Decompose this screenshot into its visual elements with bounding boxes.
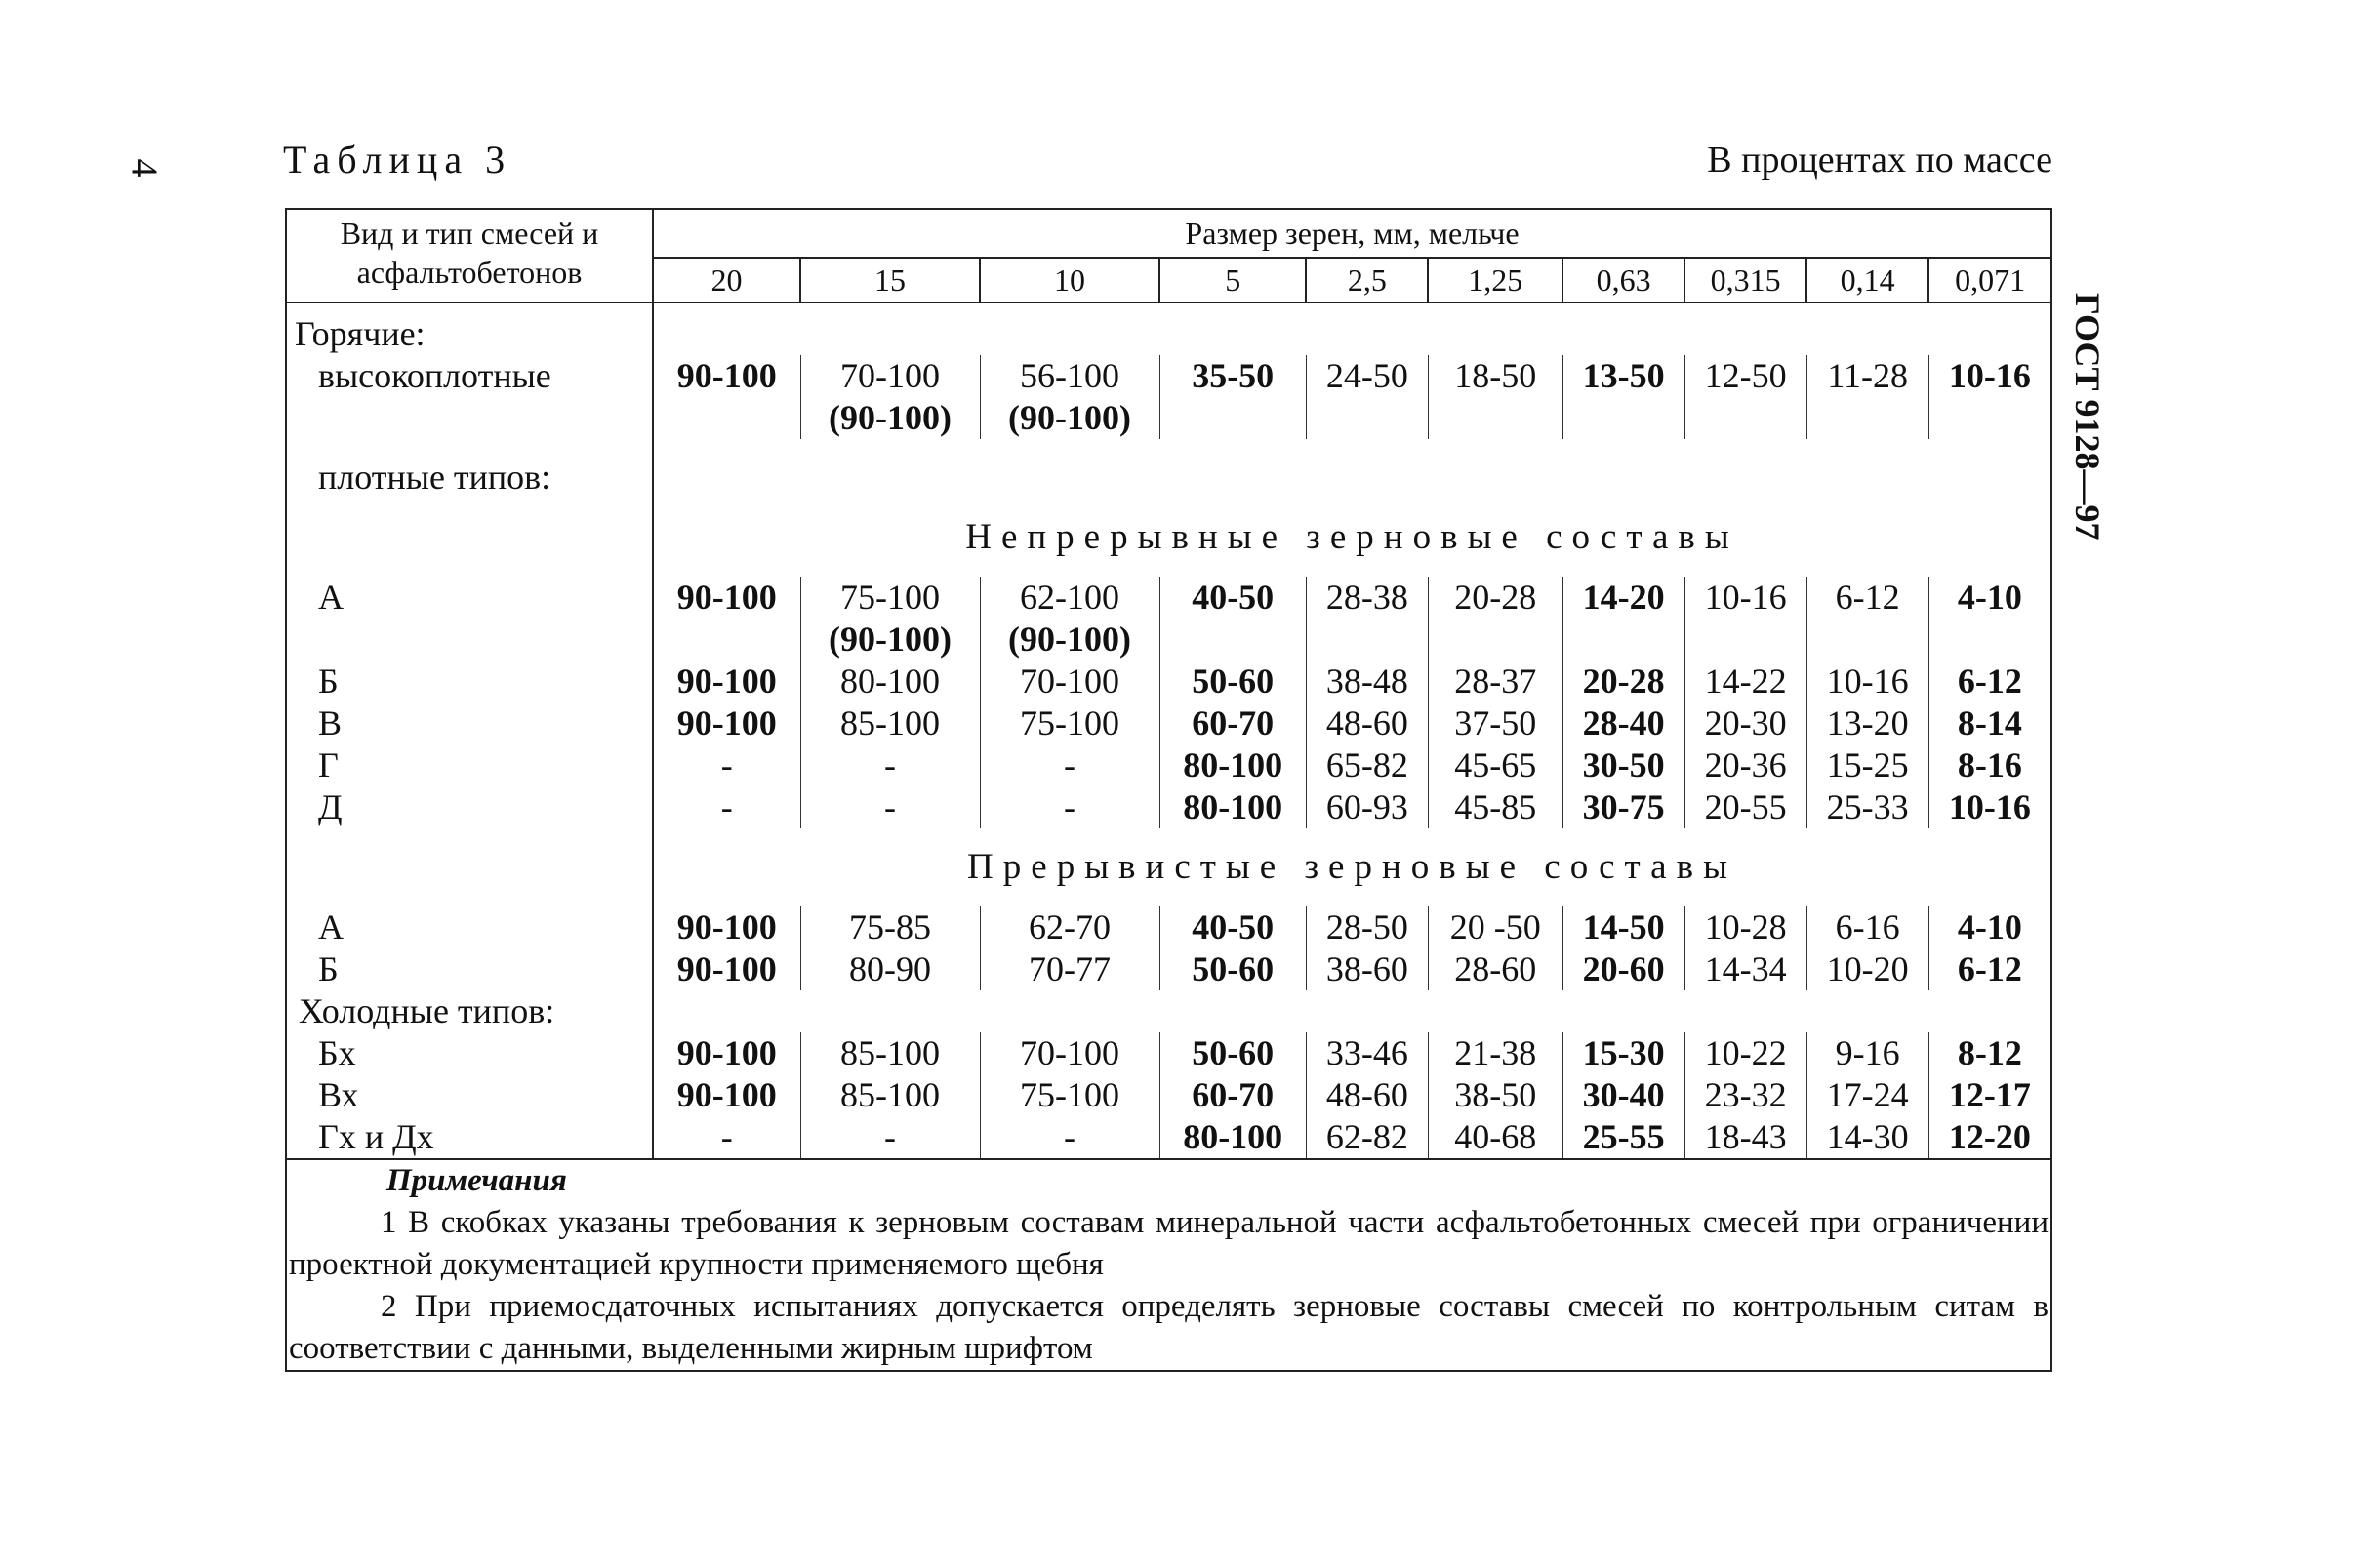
value-cell: 33-46 xyxy=(1306,1032,1428,1074)
value-cell: 30-40 xyxy=(1562,1074,1684,1116)
value-cell: 14-34 xyxy=(1684,948,1806,990)
data-row xyxy=(286,948,2051,990)
value-cell: 10-20 xyxy=(1806,948,1928,990)
value-cell: 6-12 xyxy=(1928,661,2051,703)
value-cell: 25-55 xyxy=(1562,1116,1684,1159)
value-cell: 50-60 xyxy=(1159,1032,1306,1074)
value-cell: 45-85 xyxy=(1428,786,1562,828)
header-size: 5 xyxy=(1159,258,1306,302)
value-cell: 6-12 xyxy=(1806,577,1928,619)
value-cell: 14-30 xyxy=(1806,1116,1928,1159)
value-cell: 10-16 xyxy=(1684,577,1806,619)
value-cell: 62-70 xyxy=(980,906,1159,948)
value-cell: 85-100 xyxy=(800,1032,980,1074)
value-cell: 40-50 xyxy=(1159,577,1306,619)
value-cell: 18-43 xyxy=(1684,1116,1806,1159)
header-first-col: Вид и тип смесей и асфальтобетонов xyxy=(286,209,653,302)
header-size: 0,63 xyxy=(1562,258,1684,302)
value-cell: 90-100 xyxy=(653,948,800,990)
page-number: 4 xyxy=(123,158,165,178)
value-cell: 30-75 xyxy=(1562,786,1684,828)
header-size: 1,25 xyxy=(1428,258,1562,302)
value-cell xyxy=(653,397,800,439)
value-cell: 20 -50 xyxy=(1428,906,1562,948)
header-size: 15 xyxy=(800,258,980,302)
data-row xyxy=(286,355,2051,397)
row-label: Д xyxy=(286,786,653,828)
value-cell: 20-28 xyxy=(1428,577,1562,619)
value-cell: 75-85 xyxy=(800,906,980,948)
value-cell: 23-32 xyxy=(1684,1074,1806,1116)
row-label: Горячие: xyxy=(286,302,653,355)
value-cell: - xyxy=(800,786,980,828)
value-cell xyxy=(1428,619,1562,661)
gost-code: ГОСТ 9128—97 xyxy=(2068,293,2107,541)
value-cell: 9-16 xyxy=(1806,1032,1928,1074)
value-cell: 28-37 xyxy=(1428,661,1562,703)
value-cell: 35-50 xyxy=(1159,355,1306,397)
value-cell xyxy=(1306,397,1428,439)
value-cell: 62-82 xyxy=(1306,1116,1428,1159)
value-cell: 90-100 xyxy=(653,355,800,397)
value-cell: 90-100 xyxy=(653,906,800,948)
value-cell: 50-60 xyxy=(1159,661,1306,703)
data-row xyxy=(286,1074,2051,1116)
row-label: Вх xyxy=(286,1074,653,1116)
value-cell: 12-17 xyxy=(1928,1074,2051,1116)
header-size: 0,071 xyxy=(1928,258,2051,302)
value-cell: 17-24 xyxy=(1806,1074,1928,1116)
value-cell: 10-16 xyxy=(1928,786,2051,828)
value-cell: 90-100 xyxy=(653,577,800,619)
value-cell xyxy=(1806,619,1928,661)
value-cell: - xyxy=(653,1116,800,1159)
value-cell: - xyxy=(980,786,1159,828)
data-row xyxy=(286,703,2051,744)
value-cell: 20-60 xyxy=(1562,948,1684,990)
value-cell xyxy=(1306,619,1428,661)
value-cell: 75-100 xyxy=(800,577,980,619)
value-cell: 12-20 xyxy=(1928,1116,2051,1159)
value-cell: 30-50 xyxy=(1562,744,1684,786)
value-cell: 38-50 xyxy=(1428,1074,1562,1116)
row-label: Холодные типов: xyxy=(286,990,653,1032)
value-cell xyxy=(1684,397,1806,439)
value-cell: - xyxy=(653,744,800,786)
value-cell: 20-30 xyxy=(1684,703,1806,744)
table-title: Таблица 3 xyxy=(283,138,512,181)
value-cell: 75-100 xyxy=(980,703,1159,744)
value-cell: 70-100 xyxy=(800,355,980,397)
value-cell: 90-100 xyxy=(653,1032,800,1074)
header-size: 2,5 xyxy=(1306,258,1428,302)
data-row xyxy=(286,1116,2051,1159)
value-cell xyxy=(1428,397,1562,439)
value-cell: 21-38 xyxy=(1428,1032,1562,1074)
value-cell: 48-60 xyxy=(1306,1074,1428,1116)
grain-composition-table xyxy=(285,208,2052,1372)
label-row xyxy=(286,457,2051,499)
value-cell: 85-100 xyxy=(800,1074,980,1116)
value-cell: 65-82 xyxy=(1306,744,1428,786)
value-cell: 20-55 xyxy=(1684,786,1806,828)
data-row xyxy=(286,1032,2051,1074)
data-row xyxy=(286,661,2051,703)
value-cell: 28-40 xyxy=(1562,703,1684,744)
value-cell: 50-60 xyxy=(1159,948,1306,990)
value-cell: 62-100 xyxy=(980,577,1159,619)
value-cell: - xyxy=(800,1116,980,1159)
value-cell: 28-60 xyxy=(1428,948,1562,990)
value-cell: 12-50 xyxy=(1684,355,1806,397)
value-cell: 90-100 xyxy=(653,703,800,744)
value-cell xyxy=(1928,397,2051,439)
header-size-group: Размер зерен, мм, мельче xyxy=(653,209,2051,258)
header-size: 0,14 xyxy=(1806,258,1928,302)
note-1: 1 В скобках указаны требования к зерновым составам минеральной части асфальтобетонных смесей при ограничении проектной документацией крупности применяемого щебня xyxy=(289,1205,2049,1282)
value-cell: 75-100 xyxy=(980,1074,1159,1116)
value-cell: 10-16 xyxy=(1806,661,1928,703)
value-cell: 45-65 xyxy=(1428,744,1562,786)
value-cell xyxy=(1159,619,1306,661)
value-cell: 20-28 xyxy=(1562,661,1684,703)
value-cell: 90-100 xyxy=(653,1074,800,1116)
value-cell: 24-50 xyxy=(1306,355,1428,397)
data-row xyxy=(286,906,2051,948)
data-row xyxy=(286,744,2051,786)
value-cell: 48-60 xyxy=(1306,703,1428,744)
row-label: В xyxy=(286,703,653,744)
row-label: А xyxy=(286,577,653,619)
row-label: Б xyxy=(286,661,653,703)
value-cell: (90-100) xyxy=(800,619,980,661)
value-cell: (90-100) xyxy=(980,619,1159,661)
value-cell: 80-100 xyxy=(1159,744,1306,786)
value-cell: 10-16 xyxy=(1928,355,2051,397)
value-cell: 80-100 xyxy=(1159,1116,1306,1159)
value-cell: 28-50 xyxy=(1306,906,1428,948)
value-cell: 80-100 xyxy=(800,661,980,703)
row-label: Б xyxy=(286,948,653,990)
units-caption: В процентах по массе xyxy=(1707,140,2052,181)
value-cell xyxy=(1562,397,1684,439)
value-cell: 80-90 xyxy=(800,948,980,990)
value-cell: 11-28 xyxy=(1806,355,1928,397)
data-row xyxy=(286,786,2051,828)
data-row xyxy=(286,577,2051,619)
value-cell: 28-38 xyxy=(1306,577,1428,619)
value-cell: 80-100 xyxy=(1159,786,1306,828)
value-cell: 15-25 xyxy=(1806,744,1928,786)
value-cell xyxy=(1562,619,1684,661)
value-cell: 70-100 xyxy=(980,661,1159,703)
row-label: высокоплотные xyxy=(286,355,653,397)
header-size: 0,315 xyxy=(1684,258,1806,302)
value-cell: 14-20 xyxy=(1562,577,1684,619)
value-cell: - xyxy=(653,786,800,828)
value-cell: 60-70 xyxy=(1159,1074,1306,1116)
value-cell: 13-20 xyxy=(1806,703,1928,744)
notes-cell xyxy=(286,1159,2051,1371)
section-discontinuous: Прерывистые зерновые составы xyxy=(653,828,2051,906)
value-cell: 70-100 xyxy=(980,1032,1159,1074)
value-cell: 14-22 xyxy=(1684,661,1806,703)
notes-row xyxy=(286,1159,2051,1371)
value-cell: 60-70 xyxy=(1159,703,1306,744)
value-cell: 20-36 xyxy=(1684,744,1806,786)
value-cell: - xyxy=(980,1116,1159,1159)
value-cell: 60-93 xyxy=(1306,786,1428,828)
value-cell: 6-12 xyxy=(1928,948,2051,990)
value-cell: 8-14 xyxy=(1928,703,2051,744)
row-label: А xyxy=(286,906,653,948)
row-label: плотные типов: xyxy=(286,457,653,499)
value-cell: 6-16 xyxy=(1806,906,1928,948)
value-cell: 90-100 xyxy=(653,661,800,703)
value-cell: 8-12 xyxy=(1928,1032,2051,1074)
value-cell: 40-68 xyxy=(1428,1116,1562,1159)
section-row xyxy=(286,499,2051,577)
value-cell: 18-50 xyxy=(1428,355,1562,397)
value-cell: 38-48 xyxy=(1306,661,1428,703)
value-cell xyxy=(1684,619,1806,661)
value-cell xyxy=(1806,397,1928,439)
value-cell: 85-100 xyxy=(800,703,980,744)
value-cell: (90-100) xyxy=(800,397,980,439)
value-cell: 37-50 xyxy=(1428,703,1562,744)
header-size: 10 xyxy=(980,258,1159,302)
value-cell: 14-50 xyxy=(1562,906,1684,948)
value-cell: 4-10 xyxy=(1928,906,2051,948)
value-cell: 56-100 xyxy=(980,355,1159,397)
value-cell xyxy=(653,619,800,661)
value-cell: - xyxy=(800,744,980,786)
value-cell: 13-50 xyxy=(1562,355,1684,397)
section-row xyxy=(286,828,2051,906)
value-cell: 15-30 xyxy=(1562,1032,1684,1074)
value-cell: 4-10 xyxy=(1928,577,2051,619)
value-cell: 40-50 xyxy=(1159,906,1306,948)
value-cell: 10-22 xyxy=(1684,1032,1806,1074)
value-cell xyxy=(1928,619,2051,661)
label-row xyxy=(286,302,2051,355)
header-size: 20 xyxy=(653,258,800,302)
value-cell: 38-60 xyxy=(1306,948,1428,990)
row-label: Г xyxy=(286,744,653,786)
note-2: 2 При приемосдаточных испытаниях допускается определять зерновые составы смесей по контрольным ситам в соответствии с данными, выделенными жирным шрифтом xyxy=(289,1289,2049,1366)
value-cell: 70-77 xyxy=(980,948,1159,990)
value-cell xyxy=(1159,397,1306,439)
data-row xyxy=(286,397,2051,439)
row-label: Гх и Дх xyxy=(286,1116,653,1159)
value-cell: 8-16 xyxy=(1928,744,2051,786)
section-continuous: Непрерывные зерновые составы xyxy=(653,499,2051,577)
value-cell: - xyxy=(980,744,1159,786)
value-cell: 10-28 xyxy=(1684,906,1806,948)
value-cell: 25-33 xyxy=(1806,786,1928,828)
row-label: Бх xyxy=(286,1032,653,1074)
label-row xyxy=(286,990,2051,1032)
data-row xyxy=(286,619,2051,661)
notes-title: Примечания xyxy=(386,1163,567,1198)
value-cell: (90-100) xyxy=(980,397,1159,439)
